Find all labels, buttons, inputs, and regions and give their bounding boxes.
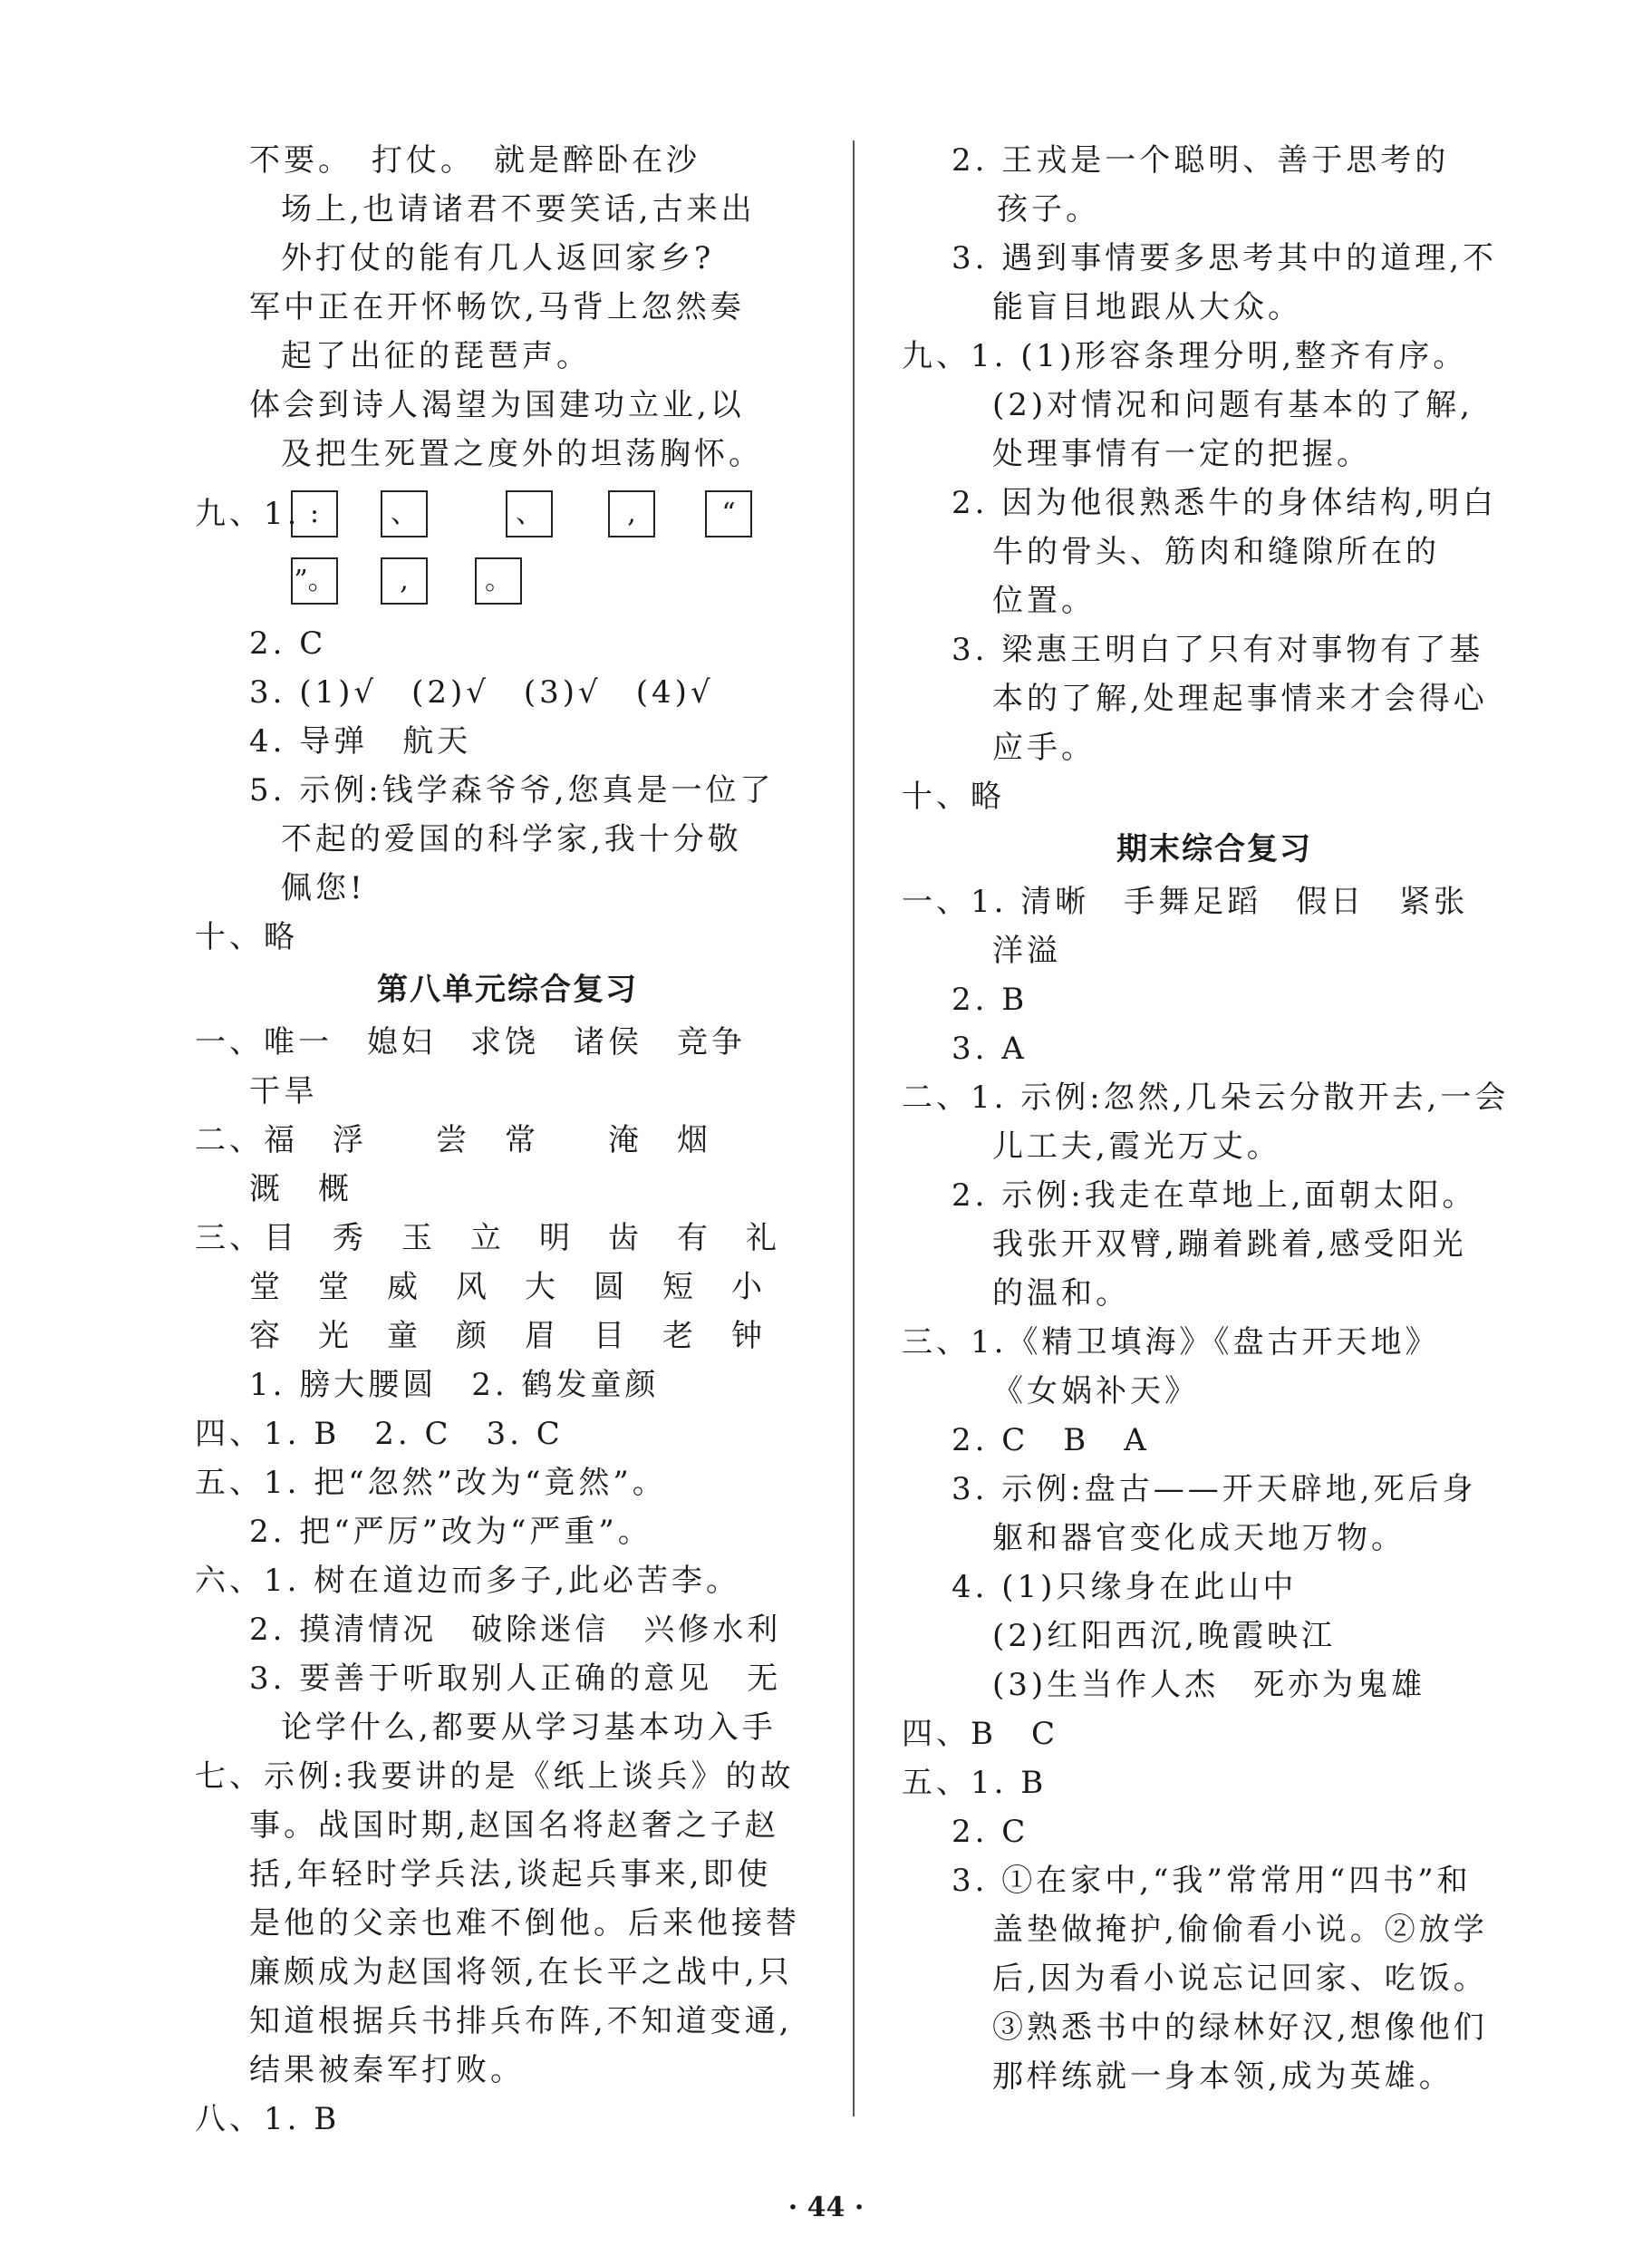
answer-line: 应手。 [992,730,1096,766]
page-number: · 44 · [787,2192,865,2223]
answer-line: 的温和。 [992,1275,1130,1312]
answer-line: 那样练就一身本领,成为英雄。 [992,2058,1454,2095]
answer-line: 4. 导弹 航天 [249,723,472,760]
answer-line: 2. 示例:我走在草地上,面朝太阳。 [952,1177,1477,1214]
answer-line: 3. A [952,1031,1028,1067]
punctuation-box: , [381,557,428,605]
answer-line: 一、1. 清晰 手舞足蹈 假日 紧张 [902,884,1469,920]
answer-line: 佩您! [281,870,366,906]
answer-line: 能盲目地跟从大众。 [992,289,1302,325]
answer-line: 二、1. 示例:忽然,几朵云分散开去,一会 [902,1080,1510,1116]
answer-line: 十、略 [195,919,298,955]
answer-line: 三、目 秀 玉 立 明 齿 有 礼 [195,1220,780,1256]
answer-line: 2. 把“严厉”改为“严重”。 [249,1514,652,1550]
answer-line: 盖垫做掩护,偷偷看小说。②放学 [992,1912,1488,1948]
column-divider [853,140,855,2116]
section-title: 期末综合复习 [1116,831,1312,867]
answer-line: 外打仗的能有几人返回家乡? [281,240,715,276]
answer-line: (2)对情况和问题有基本的了解, [992,387,1473,423]
answer-line: 干旱 [249,1073,318,1109]
answer-line: 《女娲补天》 [992,1373,1199,1409]
answer-line: 三、1.《精卫填海》《盘古开天地》 [902,1324,1440,1360]
answer-line: 后,因为看小说忘记回家、吃饭。 [992,1961,1488,1997]
answer-line: 孩子。 [997,191,1100,228]
answer-line: 位置。 [992,583,1096,619]
answer-line: 洋溢 [992,933,1061,969]
answer-line: 躯和器官变化成天地万物。 [992,1520,1406,1556]
answer-line: 及把生死置之度外的坦荡胸怀。 [281,436,763,472]
answer-line: 2. B [952,982,1029,1018]
answer-line: 3. 遇到事情要多思考其中的道理,不 [952,240,1498,276]
answer-line: 六、1. 树在道边而多子,此必苦李。 [195,1563,741,1599]
answer-line: 牛的骨头、筋肉和缝隙所在的 [992,534,1440,570]
answer-line: 3. 梁惠王明白了只有对事物有了基 [952,632,1484,668]
answer-line: 2. C [952,1814,1029,1850]
answer-line: 3. 要善于听取别人正确的意见 无 [249,1661,782,1697]
answer-line: 四、B C [902,1716,1058,1752]
answer-line: (2)红阳西沉,晚霞映江 [992,1618,1336,1654]
answer-line: ③熟悉书中的绿林好汉,想像他们 [992,2009,1488,2046]
answer-line: 五、1. B [902,1765,1048,1801]
answer-line: 3. (1)√ (2)√ (3)√ (4)√ [249,674,714,711]
answer-line: 堂 堂 威 风 大 圆 短 小 [249,1269,766,1305]
answer-line: 3. 示例:盘古——开天辟地,死后身 [952,1471,1477,1507]
answer-line: 五、1. 把“忽然”改为“竟然”。 [195,1465,667,1501]
answer-line: 廉颇成为赵国将领,在长平之战中,只 [249,1954,793,1990]
answer-line: 4. (1)只缘身在此山中 [952,1569,1298,1605]
answer-line: 括,年轻时学兵法,谈起兵事来,即使 [249,1856,772,1893]
punctuation-box: , [608,490,655,537]
answer-line: 九、1. (1)形容条理分明,整齐有序。 [902,338,1468,374]
answer-line: (3)生当作人杰 死亦为鬼雄 [992,1667,1426,1703]
answer-line: 我张开双臂,蹦着跳着,感受阳光 [992,1226,1467,1263]
answer-line: 八、1. B [195,2101,341,2137]
answer-line: 二、福 浮 尝 常 淹 烟 [195,1122,711,1158]
answer-line: 儿工夫,霞光万丈。 [992,1128,1281,1165]
answer-line: 四、1. B 2. C 3. C [195,1416,564,1452]
punctuation-box: 、 [506,490,553,537]
answer-line: 3. ①在家中,“我”常常用“四书”和 [952,1863,1472,1899]
answer-line: 体会到诗人渴望为国建功立业,以 [249,387,745,423]
answer-line: 2. 王戎是一个聪明、善于思考的 [952,142,1450,179]
answer-line: 军中正在开怀畅饮,马背上忽然奏 [249,289,745,325]
answer-line: 一、唯一 媳妇 求饶 诸侯 竞争 [195,1024,746,1060]
answer-line: 不起的爱国的科学家,我十分敬 [281,821,742,857]
answer-line: 十、略 [902,779,1005,815]
answer-line: 本的了解,处理起事情来才会得心 [992,681,1488,717]
answer-line: 是他的父亲也难不倒他。后来他接替 [249,1905,800,1941]
answer-line: 结果被秦军打败。 [249,2052,525,2088]
answer-line: 1. 膀大腰圆 2. 鹤发童颜 [249,1367,660,1403]
section-title: 第八单元综合复习 [377,972,638,1008]
answer-line: 场上,也请诸君不要笑话,古来出 [281,191,756,228]
answer-line: 起了出征的琵琶声。 [281,338,591,374]
answer-line: 2. 摸清情况 破除迷信 兴修水利 [249,1612,782,1648]
answer-line: 2. C [249,625,327,662]
punctuation-box: : [291,490,338,537]
answer-line: 知道根据兵书排兵布阵,不知道变通, [249,2003,793,2039]
punctuation-box: ”。 [291,557,338,605]
punctuation-box: 、 [381,490,428,537]
answer-line: 5. 示例:钱学森爷爷,您真是一位了 [249,772,775,808]
answer-line: 不要。 打仗。 就是醉卧在沙 [249,142,700,179]
answer-line: 事。战国时期,赵国名将赵奢之子赵 [249,1807,779,1844]
section-label-nine: 九、1. [195,496,301,532]
answer-line: 2. C B A [952,1422,1150,1458]
punctuation-box: 。 [475,557,522,605]
answer-line: 容 光 童 颜 眉 目 老 钟 [249,1318,766,1354]
punctuation-box: “ [705,490,752,537]
answer-line: 处理事情有一定的把握。 [992,436,1371,472]
answer-line: 七、示例:我要讲的是《纸上谈兵》的故 [195,1758,795,1795]
answer-line: 溉 概 [249,1171,353,1207]
answer-line: 2. 因为他很熟悉牛的身体结构,明白 [952,485,1498,521]
answer-line: 论学什么,都要从学习基本功入手 [281,1709,777,1746]
